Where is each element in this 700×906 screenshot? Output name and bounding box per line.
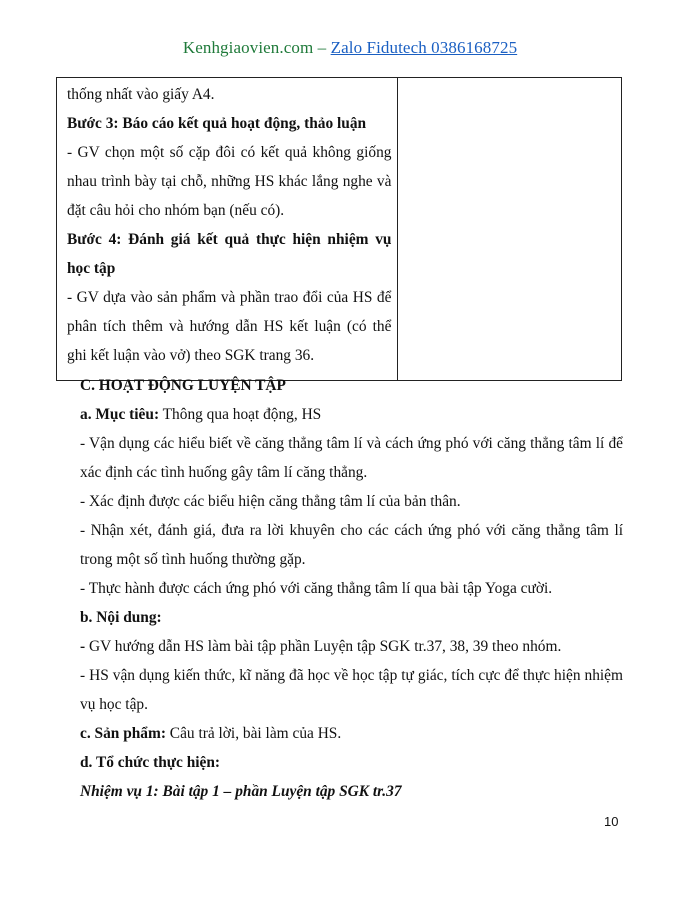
- step3-title: Bước 3: Báo cáo kết quả hoạt động, thảo luận: [67, 115, 367, 132]
- content-item-dash: -: [80, 638, 89, 655]
- header-contact-link[interactable]: Zalo Fidutech 0386168725: [330, 38, 518, 57]
- content-item: [80, 632, 623, 661]
- header-site: Kenhgiaovien.com: [182, 38, 314, 57]
- table-cell-product: [398, 78, 622, 381]
- table-cell-teacher-activity: [57, 78, 398, 381]
- objective-paragraph: [80, 400, 623, 429]
- task-title: Nhiệm vụ 1: Bài tập 1 – phần Luyện tập SGK tr.37: [80, 783, 402, 800]
- content-item: - HS vận dụng kiến thức, kĩ năng đã học về học tập tự giác, tích cực để thực hiện nhiệm vụ học tập.: [80, 667, 623, 713]
- header-separator: –: [313, 38, 331, 57]
- step4-title: Bước 4: Đánh giá kết quả thực hiện nhiệm vụ học tập: [67, 231, 392, 277]
- objective-label: a. Mục tiêu:: [80, 406, 160, 423]
- page-header: [0, 38, 700, 58]
- table-row: [57, 78, 622, 381]
- lesson-table: [56, 77, 622, 381]
- section-title: C. HOẠT ĐỘNG LUYỆN TẬP: [80, 377, 286, 394]
- content-item-text: GV hướng dẫn HS làm bài tập phần Luyện tập SGK tr.37, 38, 39 theo nhóm.: [88, 638, 562, 655]
- objective-text: Thông qua hoạt động, HS: [159, 406, 322, 423]
- step3-text: - GV chọn một số cặp đôi có kết quả không giống nhau trình bày tại chỗ, những HS khác lắng nghe và đặt câu hỏi cho nhóm bạn (nếu có).: [67, 144, 392, 219]
- objective-item: - Xác định được các biểu hiện căng thẳng tâm lí của bản thân.: [80, 493, 461, 510]
- cell-text-line1: thống nhất vào giấy A4.: [67, 86, 215, 103]
- objective-item: - Nhận xét, đánh giá, đưa ra lời khuyên cho các cách ứng phó với căng thẳng tâm lí trong một số tình huống thường gặp.: [80, 522, 623, 568]
- product-paragraph: [80, 719, 623, 748]
- content-label: b. Nội dung:: [80, 609, 162, 626]
- product-text: Câu trả lời, bài làm của HS.: [165, 725, 342, 742]
- step4-text: - GV dựa vào sản phẩm và phần trao đổi của HS để phân tích thêm và hướng dẫn HS kết luận (có thể ghi kết luận vào vở) theo SGK trang 36.: [67, 289, 392, 364]
- organization-label: d. Tổ chức thực hiện:: [80, 754, 221, 771]
- section-body: [80, 371, 623, 806]
- objective-item: - Vận dụng các hiểu biết về căng thẳng tâm lí và cách ứng phó với căng thẳng tâm lí để xác định các tình huống gây tâm lí căng thẳng.: [80, 435, 623, 481]
- page-number: 10: [604, 814, 619, 829]
- objective-item: - Thực hành được cách ứng phó với căng thẳng tâm lí qua bài tập Yoga cười.: [80, 580, 553, 597]
- product-label: c. Sản phẩm:: [80, 725, 166, 742]
